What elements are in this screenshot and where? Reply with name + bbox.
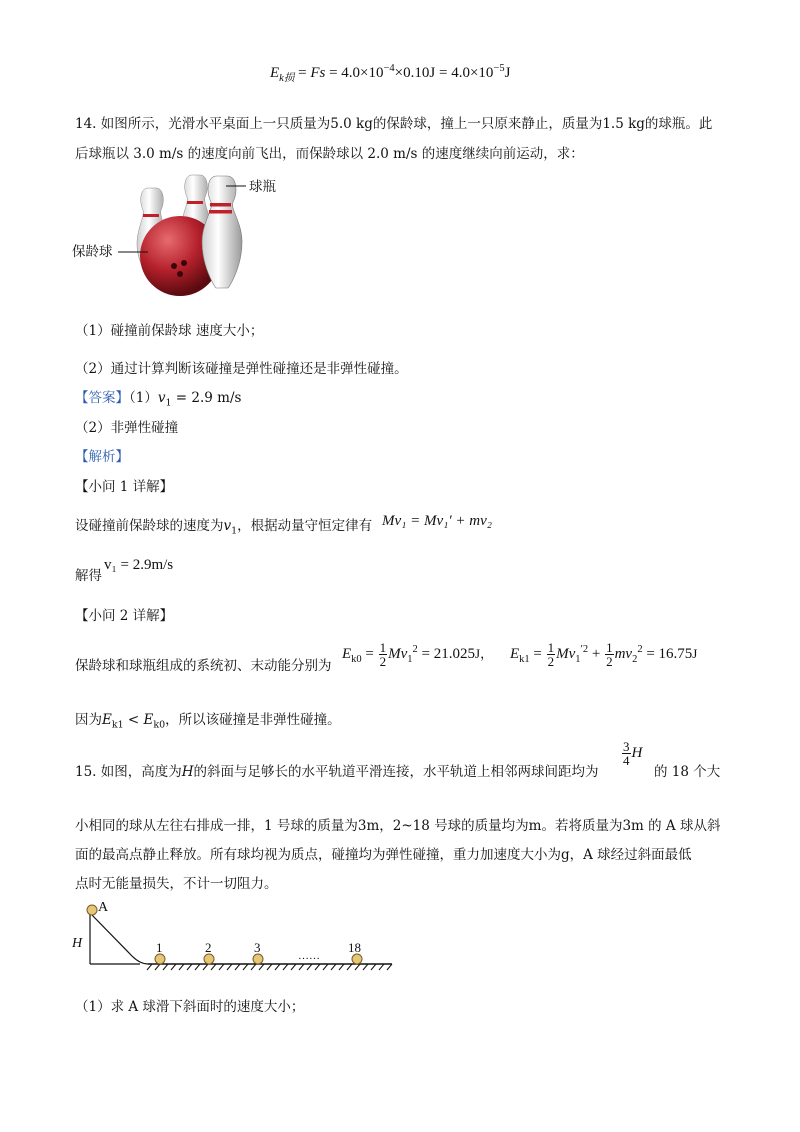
analysis-tag: 【解析】 <box>75 449 129 465</box>
detail1-line: 设碰撞前保龄球的速度为$v_1$，根据动量守恒定律有 <box>75 518 373 537</box>
label-A: A <box>98 900 109 915</box>
ek1-formula: $E_{k1}$ = $\frac{1}{2}$ $Mv_1^{'2}$ + $\frac{1}{2}$ $mv_2^2 = 16.75J$ <box>510 640 698 669</box>
q14-answer: 【答案】$(1)v_1 = 2.9$ m/s <box>75 390 242 409</box>
q14-sub1: （1）碰撞前保龄球 速度大小； <box>75 323 264 339</box>
q15-line2: 小相同的球从左往右排成一排，1 号球的质量为3m，2~18 号球的质量均为m。若将质量为3m 的 A 球从斜 <box>75 818 721 834</box>
detail2-title: 【小问 2 详解】 <box>75 608 174 624</box>
label-ball-2: 2 <box>205 940 212 955</box>
q15-fraction: $\frac{3}{4}$ H <box>623 739 643 768</box>
ek0-formula: $E_{k0}$ = $\frac{1}{2}$ $Mv_1^2 = 21.025J$， <box>342 640 494 669</box>
q15-line1-tail: 的 18 个大 <box>654 764 721 780</box>
conclusion-line: 因为$E_{k1} < E_{k0}$，所以该碰撞是非弹性碰撞。 <box>75 712 341 731</box>
label-ball-18: 18 <box>348 940 361 955</box>
incline-figure <box>70 898 400 978</box>
label-H: H <box>72 936 83 951</box>
momentum-equation: Mv₁ = Mv₁′ + mv₂ <box>382 513 492 529</box>
label-ball-1: 1 <box>156 940 163 955</box>
q15-sub1: （1）求 A 球滑下斜面时的速度大小； <box>75 999 305 1015</box>
pin-front <box>202 176 242 288</box>
energy-loss-formula: $E_{k损} = Fs = 4.0\times 10^{-4}\times 0.10J = 4.0\times 10^{-5}J$ <box>270 63 511 84</box>
bowling-figure <box>110 170 310 300</box>
q15-line4: 点时无能量损失，不计一切阻力。 <box>75 876 278 892</box>
answer-tag: 【答案】 <box>75 390 129 406</box>
q15-line1: 15. 如图，高度为H的斜面与足够长的水平轨道平滑连接，水平轨道上相邻两球间距均为 <box>75 764 599 780</box>
q14-answer2: （2）非弹性碰撞 <box>75 420 179 436</box>
label-ball-3: 3 <box>254 940 261 955</box>
q14-text-line1: 14. 如图所示，光滑水平桌面上一只质量为5.0 kg的保龄球，撞上一只原来静止，质量为1.5 kg的球瓶。此 <box>75 116 713 132</box>
track-hatching <box>147 964 392 970</box>
ball-A <box>87 905 97 915</box>
q15-line3: 面的最高点静止释放。所有球均视为质点，碰撞均为弹性碰撞，重力加速度大小为g，A 球经过斜面最低 <box>75 847 692 863</box>
dots-label: …… <box>298 950 320 962</box>
detail2-text: 保龄球和球瓶组成的系统初、末动能分别为 <box>75 658 332 674</box>
detail1-title: 【小问 1 详解】 <box>75 479 174 495</box>
q14-sub2: （2）通过计算判断该碰撞是弹性碰撞还是非弹性碰撞。 <box>75 361 408 377</box>
ball-label: 保龄球 <box>72 244 113 260</box>
solve-equation: v₁ = 2.9m/s <box>104 557 174 573</box>
solve-prefix: 解得 <box>75 568 102 584</box>
pin-label: 球瓶 <box>249 179 276 195</box>
q14-text-line2: 后球瓶以 3.0 m/s 的速度向前飞出，而保龄球以 2.0 m/s 的速度继续向前运动，求： <box>75 146 584 162</box>
